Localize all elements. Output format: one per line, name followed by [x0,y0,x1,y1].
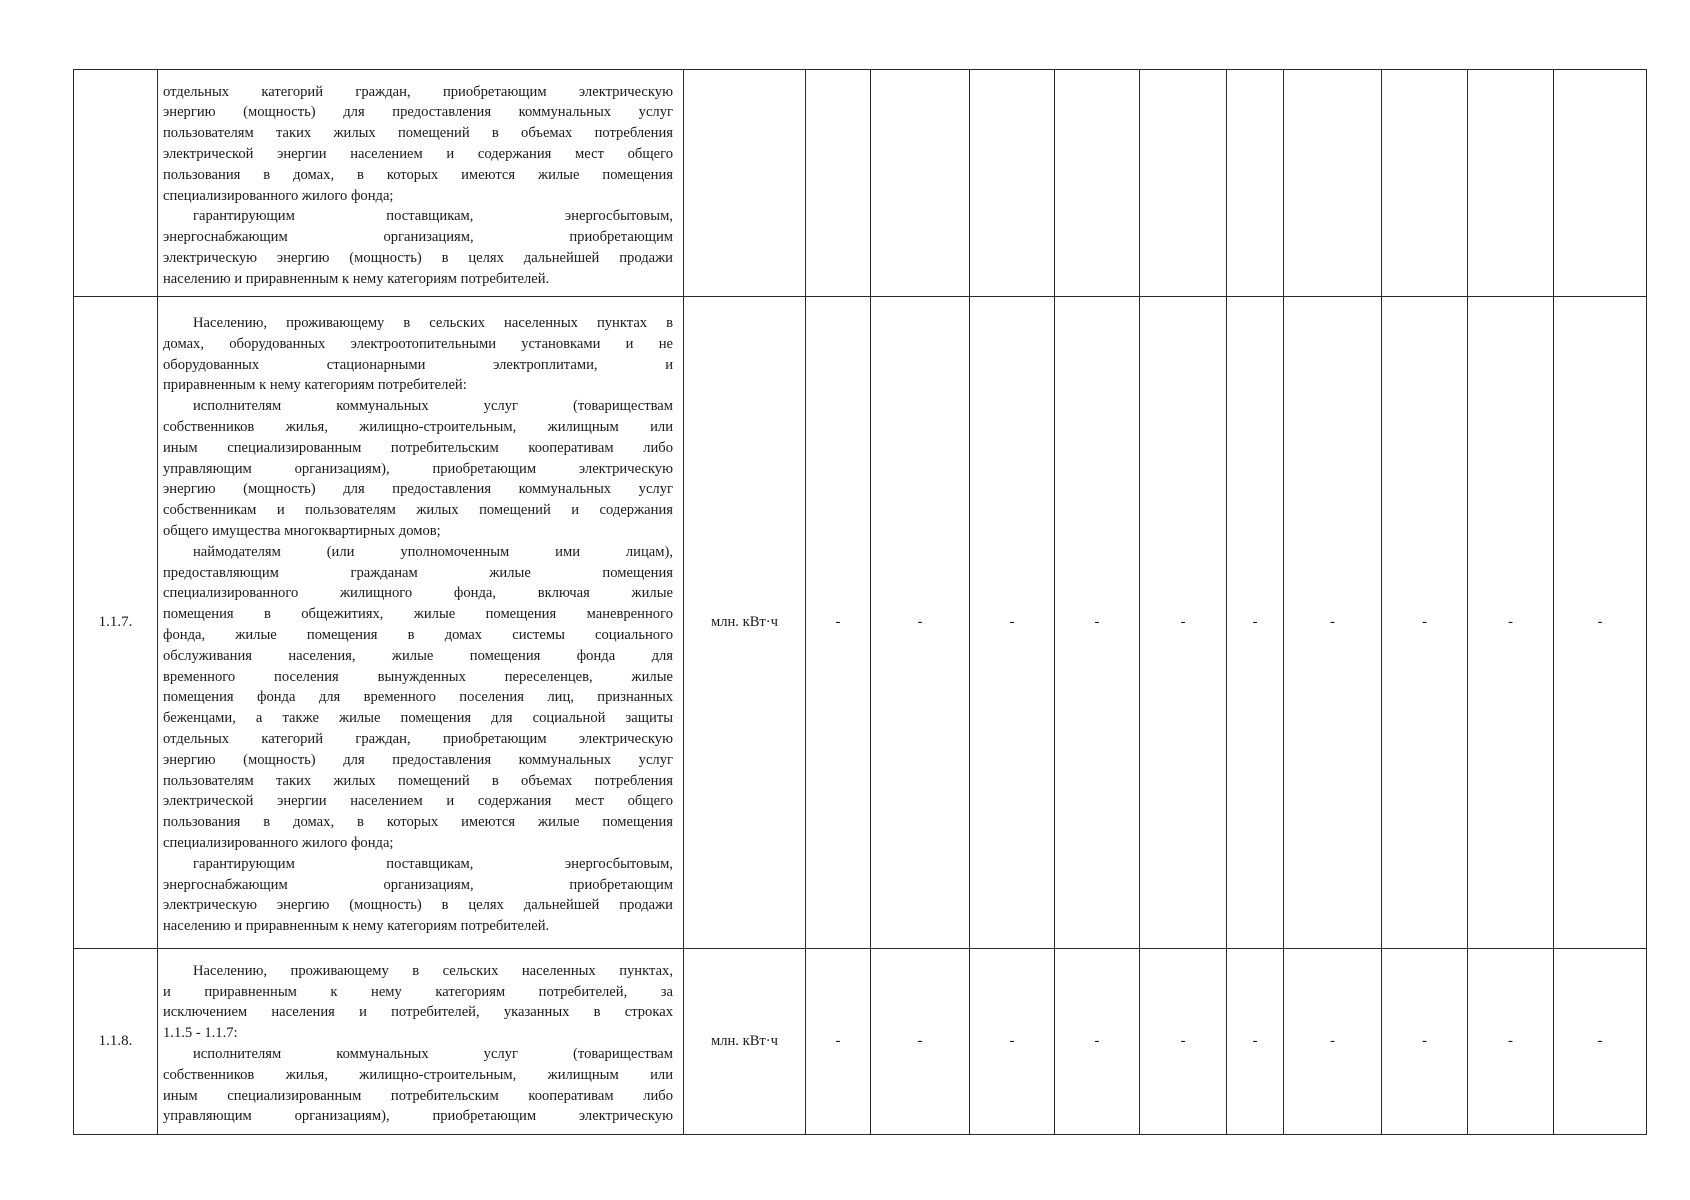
description-line: гарантирующим поставщикам, энергосбытовым, [193,855,673,872]
value-cell: - [1055,949,1140,1135]
table-row [74,297,1647,949]
row-number: 1.1.8. [74,949,158,1135]
description-line: предоставляющим гражданам жилые помещения [163,564,673,581]
description-line: собственников жилья, жилищно-строительным, жилищным или [163,1066,673,1083]
description-line: энергию (мощность) для предоставления коммунальных услуг [163,751,673,768]
table-row [74,70,1647,297]
description-line: гарантирующим поставщикам, энергосбытовым, [193,208,673,225]
description-line: собственникам и пользователям жилых помещений и содержания [163,502,673,519]
description-line: помещения в общежитиях, жилые помещения маневренного [163,606,673,623]
value-cell [1382,70,1468,297]
value-cell: - [1284,949,1382,1135]
description-line: специализированного жилого фонда; [163,834,394,851]
row-description [158,70,684,297]
description-line: фонда, жилые помещения в домах системы социального [163,627,673,643]
row-number [74,70,158,297]
description-line: специализированного жилищного фонда, включая жилые [163,585,673,602]
description-line: и приравненным к нему категориям потребителей, за [163,983,673,1000]
value-cell: - [1227,297,1284,949]
description-line: электрическую энергию (мощность) в целях дальнейшей продажи [163,897,673,914]
row-number: 1.1.7. [74,297,158,949]
value-cell: - [1468,949,1554,1135]
unit-cell [684,70,806,297]
description-line: энергоснабжающим организациям, приобретающим [163,876,673,893]
description-line: исполнителям коммунальных услуг (товариществам [193,398,673,415]
value-cell: - [1468,297,1554,949]
description-line: отдельных категорий граждан, приобретающим электрическую [163,83,673,100]
description-line: Населению, проживающему в сельских населенных пунктах, [193,962,673,979]
value-cell [871,70,970,297]
description-line: электрической энергии населением и содержания мест общего [163,145,673,162]
description-line: иным специализированным потребительским кооперативам либо [163,439,673,456]
description-line: помещения фонда для временного поселения лиц, признанных [163,689,673,706]
value-cell [1554,70,1647,297]
tariff-table [73,69,1647,1135]
unit-cell: млн. кВт·ч [684,297,806,949]
description-line: электрическую энергию (мощность) в целях дальнейшей продажи [163,249,673,266]
value-cell [1140,70,1227,297]
description-line: наймодателям (или уполномоченным ими лицам), [193,543,673,560]
description-line: населению и приравненным к нему категориям потребителей. [163,270,550,287]
value-cell [1055,70,1140,297]
description-line: собственников жилья, жилищно-строительным, жилищным или [163,419,673,436]
description-line: исключением населения и потребителей, указанных в строках [163,1004,673,1021]
description-line: оборудованных стационарными электроплитами, и [163,356,673,373]
value-cell: - [1554,949,1647,1135]
description-line: общего имущества многоквартирных домов; [163,523,441,540]
row-description [158,297,684,949]
description-line: иным специализированным потребительским кооперативам либо [163,1087,673,1104]
value-cell: - [1055,297,1140,949]
value-cell: - [1554,297,1647,949]
value-cell [970,70,1055,297]
description-line: приравненным к нему категориям потребителей: [163,377,467,394]
description-line: пользования в домах, в которых имеются жилые помещения [163,814,673,831]
description-line: электрической энергии населением и содержания мест общего [163,793,673,810]
value-cell: - [970,949,1055,1135]
table-row [74,949,1647,1135]
value-cell: - [1284,297,1382,949]
unit-cell: млн. кВт·ч [684,949,806,1135]
description-line: населению и приравненным к нему категориям потребителей. [163,918,550,935]
value-cell: - [1227,949,1284,1135]
value-cell: - [1382,297,1468,949]
row-description [158,949,684,1135]
description-line: отдельных категорий граждан, приобретающим электрическую [163,730,673,747]
description-line: временного поселения вынужденных переселенцев, жилые [163,668,673,685]
value-cell: - [1140,297,1227,949]
description-line: исполнителям коммунальных услуг (товариществам [193,1046,673,1062]
description-line: беженцами, а также жилые помещения для социальной защиты [163,710,673,727]
value-cell: - [871,949,970,1135]
description-line: управляющим организациям), приобретающим электрическую [163,1108,673,1125]
value-cell [1468,70,1554,297]
value-cell: - [970,297,1055,949]
description-line: энергоснабжающим организациям, приобретающим [163,229,673,246]
value-cell: - [1140,949,1227,1135]
value-cell [1227,70,1284,297]
description-line: 1.1.5 - 1.1.7: [163,1025,238,1042]
description-line: энергию (мощность) для предоставления коммунальных услуг [163,481,673,498]
description-line: обслуживания населения, жилые помещения фонда для [163,647,673,664]
description-line: специализированного жилого фонда; [163,187,394,204]
value-cell: - [806,297,871,949]
description-line: пользования в домах, в которых имеются жилые помещения [163,166,673,183]
value-cell [806,70,871,297]
value-cell: - [806,949,871,1135]
value-cell [1284,70,1382,297]
description-line: управляющим организациям), приобретающим электрическую [163,460,673,477]
description-line: энергию (мощность) для предоставления коммунальных услуг [163,104,673,121]
description-line: пользователям таких жилых помещений в объемах потребления [163,125,673,142]
description-line: Населению, проживающему в сельских населенных пунктах в [193,315,673,332]
value-cell: - [871,297,970,949]
value-cell: - [1382,949,1468,1135]
description-line: пользователям таких жилых помещений в объемах потребления [163,772,673,789]
description-line: домах, оборудованных электроотопительными установками и не [163,335,673,352]
